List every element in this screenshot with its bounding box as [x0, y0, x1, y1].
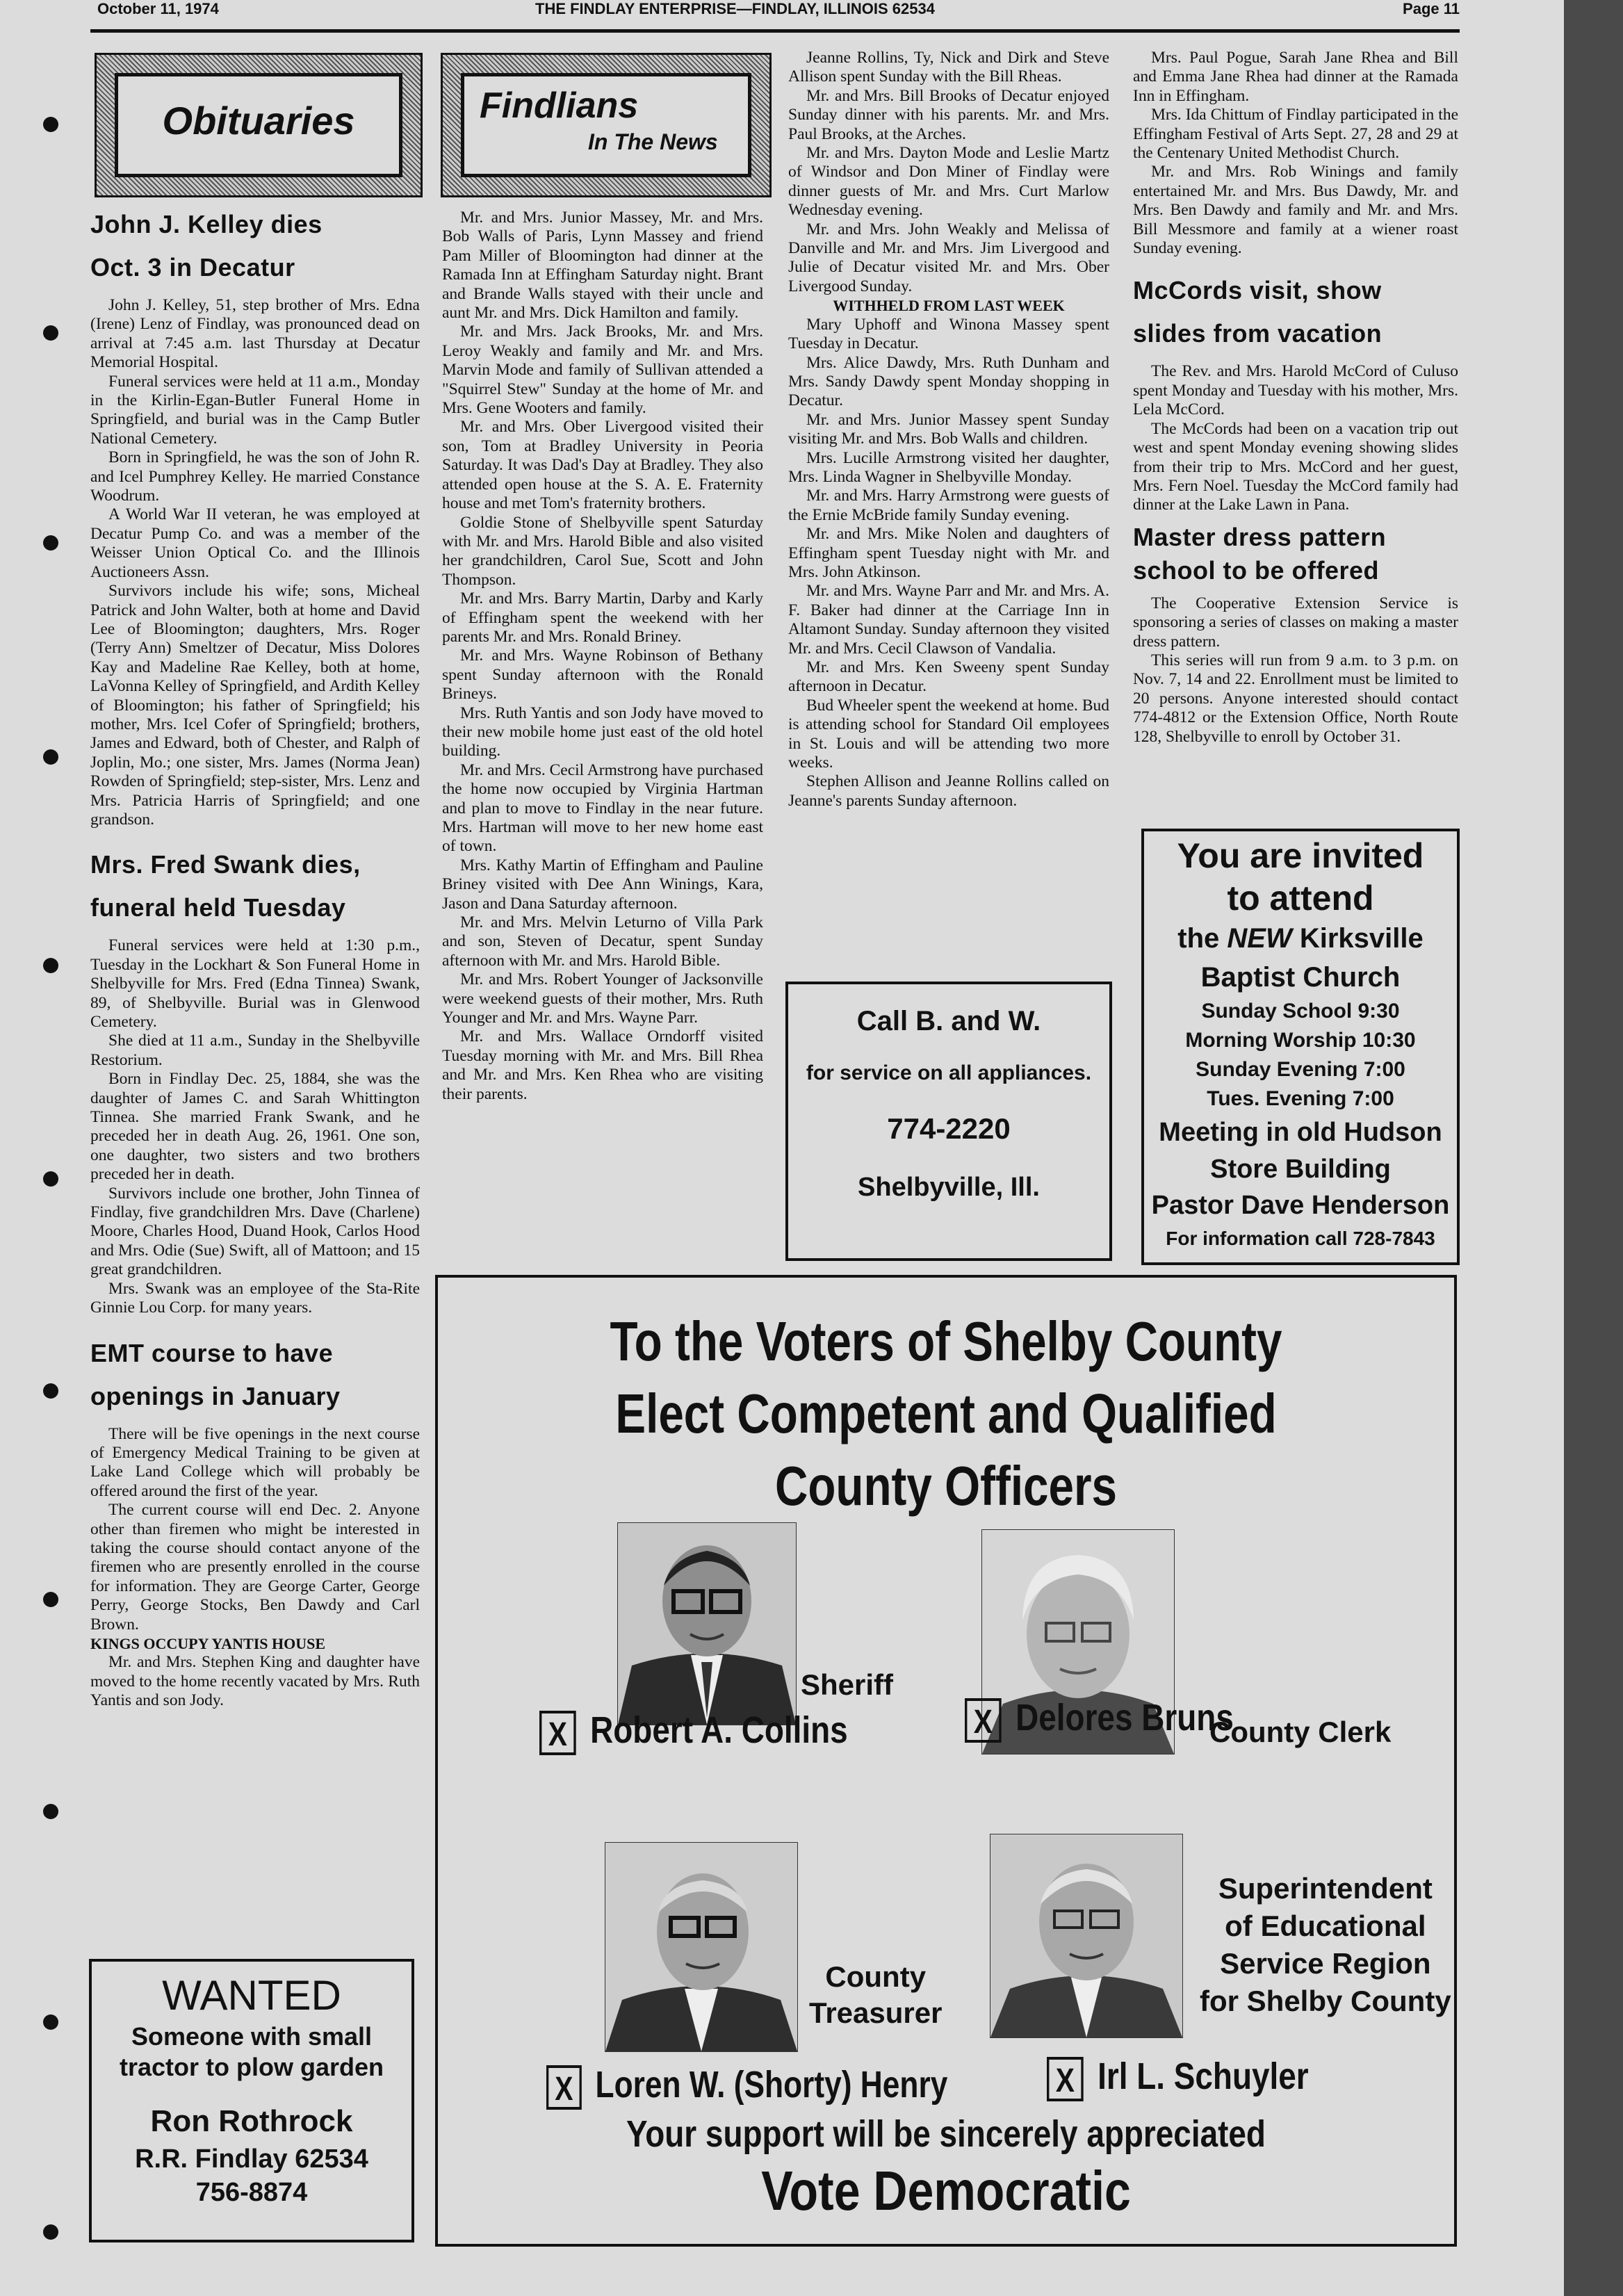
news-item: The Rev. and Mrs. Harold McCord of Culuso spent Monday and Tuesday with his mother, Mrs. Lela McCord.	[1133, 362, 1458, 419]
news-item: Mr. and Mrs. Wayne Robinson of Bethany spent Sunday afternoon with the Ronald Brineys.	[442, 646, 763, 703]
church-ad	[1141, 829, 1460, 1265]
article-paragraph: Funeral services were held at 1:30 p.m., Tuesday in the Lockhart & Son Funeral Home in Shelbyville for Mrs. Fred (Edna Tinnea) Swank, 89, of Shelbyville. Burial was in Glenwood Cemetery.	[90, 936, 420, 1031]
binder-hole	[43, 749, 58, 765]
binder-hole	[43, 958, 58, 973]
article-paragraph: Born in Findlay Dec. 25, 1884, she was the daughter of James C. and Sarah Whittington Tinnea. She married Frank Swank, and he preceded her in death Aug. 26, 1961. One son, one daughter, two sisters and two brothers preceded her in death.	[90, 1070, 420, 1184]
church-schedule: Sunday Evening 7:00	[1196, 1058, 1405, 1081]
appliance-ad	[785, 982, 1112, 1261]
binder-hole	[43, 2224, 58, 2240]
article-paragraph: Mrs. Swank was an employee of the Sta-Rite Ginnie Lou Corp. for many years.	[90, 1279, 420, 1317]
article-paragraph: The current course will end Dec. 2. Anyone other than firemen who might be interested in taking the course should contact anyone of the firemen who are presently enrolled in the course for information. They are George Carter, George Perry, George Stocks, Ben Dawdy and Carl Brown.	[90, 1501, 420, 1634]
news-item: Mrs. Ida Chittum of Findlay participated in the Effingham Festival of Arts Sept. 27, 28 and 29 at the Centenary United Methodist Church.	[1133, 106, 1458, 163]
article-paragraph: John J. Kelley, 51, step brother of Mrs. Edna (Irene) Lenz of Findlay, was pronounced dead on arrival at 7:45 a.m. last Thursday at Decatur Memorial Hospital.	[90, 296, 420, 372]
news-item: Mr. and Mrs. Harry Armstrong were guests of the Ernie McBride family Sunday evening.	[788, 487, 1109, 524]
ad-phone: 774-2220	[887, 1112, 1011, 1145]
binder-hole	[43, 535, 58, 551]
emt-headline: EMT course to have openings in January	[90, 1338, 341, 1410]
binder-hole	[43, 2014, 58, 2030]
news-item: Mr. and Mrs. Cecil Armstrong have purchased the home now occupied by Virginia Hartman and plan to move to Findlay in the near future. Mrs. Hartman will move to her new home east of town.	[442, 760, 763, 856]
article-paragraph: A World War II veteran, he was employed at Decatur Pump Co. and was a member of the Weisser Union Optical Co. and the Illinois Auctioneers Assn.	[90, 505, 420, 581]
page-number: Page 11	[1403, 0, 1460, 17]
treasurer-photo	[605, 1842, 798, 2052]
wanted-line: Someone with small	[131, 2022, 373, 2051]
article-paragraph: She died at 11 a.m., Sunday in the Shelbyville Restorium.	[90, 1032, 420, 1069]
kelley-headline: John J. Kelley dies Oct. 3 in Decatur	[90, 210, 323, 282]
binder-hole	[43, 325, 58, 341]
news-item: Mr. and Mrs. Junior Massey spent Sunday visiting Mr. and Mrs. Bob Walls and children.	[788, 410, 1109, 448]
news-item: Mr. and Mrs. Rob Winings and family entertained Mr. and Mrs. Bus Dawdy, Mr. and Mrs. Ben Dawdy and family and Mr. and Mrs. Bill Messmore and family at a wiener roast Sunday evening.	[1133, 163, 1458, 258]
findlians-subtitle: In The News	[588, 129, 718, 154]
vote-checkbox: X	[1047, 2057, 1084, 2101]
church-phone: For information call 728-7843	[1166, 1228, 1435, 1249]
findlians-title: Findlians	[480, 86, 639, 126]
news-item: Mr. and Mrs. Melvin Leturno of Villa Park and son, Steven of Decatur, spent Sunday afternoon with Mr. and Mrs. Harold Bible.	[442, 913, 763, 970]
news-item: Mrs. Ruth Yantis and son Jody have moved to their new mobile home just east of the old hotel building.	[442, 703, 763, 760]
clerk-office-label: County Clerk	[1209, 1716, 1392, 1748]
church-line: Baptist Church	[1200, 962, 1401, 993]
article-paragraph: Survivors include his wife; sons, Micheal Patrick and John Walter, both at home and David Lee of Bloomington; daughters, Mrs. Roger (Terry Ann) Smeltzer of Decatur, Miss Dolores Kay and Madeline Rae Kelley, both at home, LaVonna Kelley of Springfield, and Ardith Kelley of Bloomington; his father of Springfield; his mother, Mrs. Icel Cofer of Springfield; brothers, James and Edward, both of Chester, and Ralph of Joplin, Mo.; one sister, Mrs. James (Norma Jean) Rowden of Springfield; step-sister, Mrs. Lenz and Mrs. Patricia Harris of Springfield; and one grandson.	[90, 582, 420, 829]
article-paragraph: There will be five openings in the next course of Emergency Medical Training to be given at Lake Land College which will probably be offered around the first of the year.	[90, 1424, 420, 1500]
news-item: Mrs. Paul Pogue, Sarah Jane Rhea and Bill and Emma Jane Rhea had dinner at the Ramada Inn in Effingham.	[1133, 49, 1458, 105]
support-line: Your support will be sincerely appreciated	[626, 2113, 1266, 2155]
obituaries-title: Obituaries	[162, 99, 355, 143]
wanted-line: tractor to plow garden	[119, 2053, 384, 2081]
news-column-4	[1133, 49, 1458, 747]
article-paragraph: Mr. and Mrs. Stephen King and daughter have moved to the home recently vacated by Mrs. Ruth Yantis and son Jody.	[90, 1653, 420, 1710]
issue-date: October 11, 1974	[97, 0, 219, 17]
news-item: Mr. and Mrs. Jack Brooks, Mr. and Mrs. Leroy Weakly and family and Mr. and Mrs. Marvin Mode and family of Sullivan attended a "Squirrel Stew" Sunday at the home of Mr. and Mrs. Gene Wooters and family.	[442, 323, 763, 418]
news-item: The Cooperative Extension Service is sponsoring a series of classes on making a master dress pattern.	[1133, 594, 1458, 651]
news-item: Mrs. Lucille Armstrong visited her daughter, Mrs. Linda Wagner in Shelbyville Monday.	[788, 448, 1109, 486]
church-line: You are invited	[1177, 836, 1424, 875]
news-item: Mr. and Mrs. Ober Livergood visited their son, Tom at Bradley University in Peoria Saturday. It was Dad's Day at Bradley. They also attended open house at the S. A. E. Fraternity house and met Tom's fraternity brothers.	[442, 418, 763, 513]
sheriff-candidate: X Robert A. Collins	[539, 1709, 848, 1755]
news-item: Goldie Stone of Shelbyville spent Saturday with Mr. and Mrs. Harold Bible and also visited her grandchildren, Carol Sue, Scott and John Thompson.	[442, 513, 763, 589]
withheld-subhead: WITHHELD FROM LAST WEEK	[833, 297, 1065, 315]
ad-line: Call B. and W.	[856, 1006, 1041, 1036]
news-item: Stephen Allison and Jeanne Rollins called on Jeanne's parents Sunday afternoon.	[788, 772, 1109, 810]
news-item: Mr. and Mrs. Ken Sweeny spent Sunday afternoon in Decatur.	[788, 658, 1109, 696]
news-item: This series will run from 9 a.m. to 3 p.m. on Nov. 7, 14 and 22. Enrollment must be limited to 20 persons. Anyone interested should contact 774-4812 or the Extension Office, North Route 128, Shelbyville to enroll by October 31.	[1133, 651, 1458, 746]
superintendent-office-label: Superintendent of Educational Service Region for Shelby County	[1200, 1872, 1451, 2017]
obituaries-column	[90, 199, 420, 1711]
sheriff-office-label: Sheriff	[801, 1668, 894, 1701]
church-line: to attend	[1227, 879, 1374, 918]
article-paragraph: Funeral services were held at 11 a.m., Monday in the Kirlin-Egan-Butler Funeral Home in Springfield, and burial was in the Camp Butler National Cemetery.	[90, 372, 420, 448]
treasurer-office-label: County Treasurer	[809, 1960, 943, 2029]
news-item: Mr. and Mrs. Junior Massey, Mr. and Mrs. Bob Walls of Paris, Lynn Massey and friend Pam Miller of Bloomington had dinner at the Ramada Inn at Effingham Saturday night. Brant and Brande Walls stayed with their uncle and aunt Mr. and Mrs. Dick Hamilton and family.	[442, 209, 763, 323]
findlians-banner	[441, 53, 772, 197]
ad-line: for service on all appliances.	[806, 1061, 1092, 1084]
wanted-address: R.R. Findlay 62534	[135, 2144, 368, 2174]
vote-checkbox: X	[539, 1711, 576, 1755]
ad-line: Shelbyville, Ill.	[858, 1173, 1040, 1202]
church-schedule: Tues. Evening 7:00	[1207, 1087, 1394, 1110]
binder-hole	[43, 1171, 58, 1187]
news-item: Mr. and Mrs. John Weakly and Melissa of Danville and Mr. and Mrs. Jim Livergood and Julie of Decatur visited Mr. and Mrs. Ober Livergood Sunday.	[788, 220, 1109, 295]
clerk-candidate: X Delores Bruns	[965, 1696, 1234, 1743]
wanted-title: WANTED	[162, 1972, 341, 2019]
news-item: Mr. and Mrs. Dayton Mode and Leslie Martz of Windsor and Don Miner of Findlay were dinner guests of Mr. and Mrs. Curt Marlow Wednesday evening.	[788, 144, 1109, 220]
news-item: Mrs. Kathy Martin of Effingham and Pauline Briney visited with Dee Ann Winings, Kara, Jason and Dana Saturday afternoon.	[442, 856, 763, 913]
wanted-contact-name: Ron Rothrock	[150, 2104, 353, 2138]
obituaries-banner	[95, 53, 423, 197]
news-item: Mr. and Mrs. Barry Martin, Darby and Karly of Effingham spent the weekend with her parents Mr. and Mrs. Ronald Briney.	[442, 589, 763, 646]
political-headline: To the Voters of Shelby County Elect Competent and Qualified County Officers	[610, 1310, 1282, 1517]
sheriff-photo	[617, 1522, 797, 1725]
binder-hole	[43, 1383, 58, 1399]
superintendent-candidate: X Irl L. Schuyler	[1047, 2055, 1309, 2101]
political-ad	[435, 1275, 1457, 2247]
binder-hole	[43, 117, 58, 132]
news-item: Bud Wheeler spent the weekend at home. Bud is attending school for Standard Oil employees in St. Louis and will be attending two more weeks.	[788, 696, 1109, 772]
news-item: Mr. and Mrs. Bill Brooks of Decatur enjoyed Sunday dinner with his parents. Mr. and Mrs. Paul Brooks, at the Arches.	[788, 86, 1109, 143]
church-line: Meeting in old Hudson	[1159, 1118, 1442, 1147]
mccord-headline: McCords visit, show slides from vacation	[1133, 276, 1383, 348]
church-name-line: the NEW Kirksville	[1177, 923, 1424, 954]
wanted-phone: 756-8874	[195, 2178, 308, 2207]
treasurer-candidate: X Loren W. (Shorty) Henry	[546, 2063, 947, 2110]
binder-hole	[43, 1804, 58, 1819]
church-line: Store Building	[1210, 1155, 1391, 1184]
church-schedule: Sunday School 9:30	[1201, 1000, 1400, 1023]
vote-checkbox: X	[965, 1698, 1002, 1743]
news-column-3	[788, 49, 1109, 811]
church-pastor: Pastor Dave Henderson	[1151, 1191, 1450, 1220]
church-schedule: Morning Worship 10:30	[1185, 1029, 1416, 1052]
article-paragraph: Survivors include one brother, John Tinnea of Findlay, five grandchildren Mrs. Dave (Charlene) Moore, Charles Hood, Duand Hook, Carlos Hood and Mrs. Odie (Sue) Swift, all of Mattoon; and 15 great grandchildren.	[90, 1184, 420, 1279]
king-headline: KINGS OCCUPY YANTIS HOUSE	[90, 1634, 326, 1652]
swank-headline: Mrs. Fred Swank dies, funeral held Tuesday	[90, 850, 361, 922]
news-item: Mrs. Alice Dawdy, Mrs. Ruth Dunham and Mrs. Sandy Dawdy spent Monday shopping in Decatur.	[788, 353, 1109, 410]
news-item: Mr. and Mrs. Wayne Parr and Mr. and Mrs. A. F. Baker had dinner at the Carriage Inn in Altamont Sunday. Sunday afternoon they visited Mr. and Mrs. Cecil Clawson of Vandalia.	[788, 582, 1109, 658]
findlians-column	[442, 209, 763, 1104]
dress-pattern-headline: Master dress pattern school to be offered	[1133, 522, 1387, 585]
vote-democratic: Vote Democratic	[761, 2160, 1131, 2222]
news-item: The McCords had been on a vacation trip out west and spent Monday evening showing slides from their trip to Mrs. McCord and her guest, Mrs. Fern Noel. Tuesday the McCord family had dinner at the Lake Lawn in Pana.	[1133, 419, 1458, 514]
news-item: Mr. and Mrs. Mike Nolen and daughters of Effingham spent Tuesday night with Mr. and Mrs. John Atkinson.	[788, 525, 1109, 581]
news-item: Mary Uphoff and Winona Massey spent Tuesday in Decatur.	[788, 315, 1109, 353]
news-item: Jeanne Rollins, Ty, Nick and Dirk and Steve Allison spent Sunday with the Bill Rheas.	[788, 49, 1109, 86]
superintendent-photo	[990, 1834, 1183, 2038]
header-rule	[90, 29, 1460, 33]
news-item: Mr. and Mrs. Robert Younger of Jacksonville were weekend guests of their mother, Mrs. Ruth Younger and Mr. and Mrs. Wayne Parr.	[442, 970, 763, 1027]
news-item: Mr. and Mrs. Wallace Orndorff visited Tuesday morning with Mr. and Mrs. Bill Rhea and Mr. and Mrs. Ken Rhea who are visiting their parents.	[442, 1027, 763, 1103]
vote-checkbox: X	[546, 2065, 582, 2110]
binder-hole	[43, 1592, 58, 1607]
masthead: THE FINDLAY ENTERPRISE—FINDLAY, ILLINOIS 62534	[535, 0, 935, 17]
page-header	[97, 0, 1460, 21]
wanted-ad	[89, 1959, 414, 2242]
article-paragraph: Born in Springfield, he was the son of John R. and Icel Pumphrey Kelley. He married Constance Woodrum.	[90, 448, 420, 505]
